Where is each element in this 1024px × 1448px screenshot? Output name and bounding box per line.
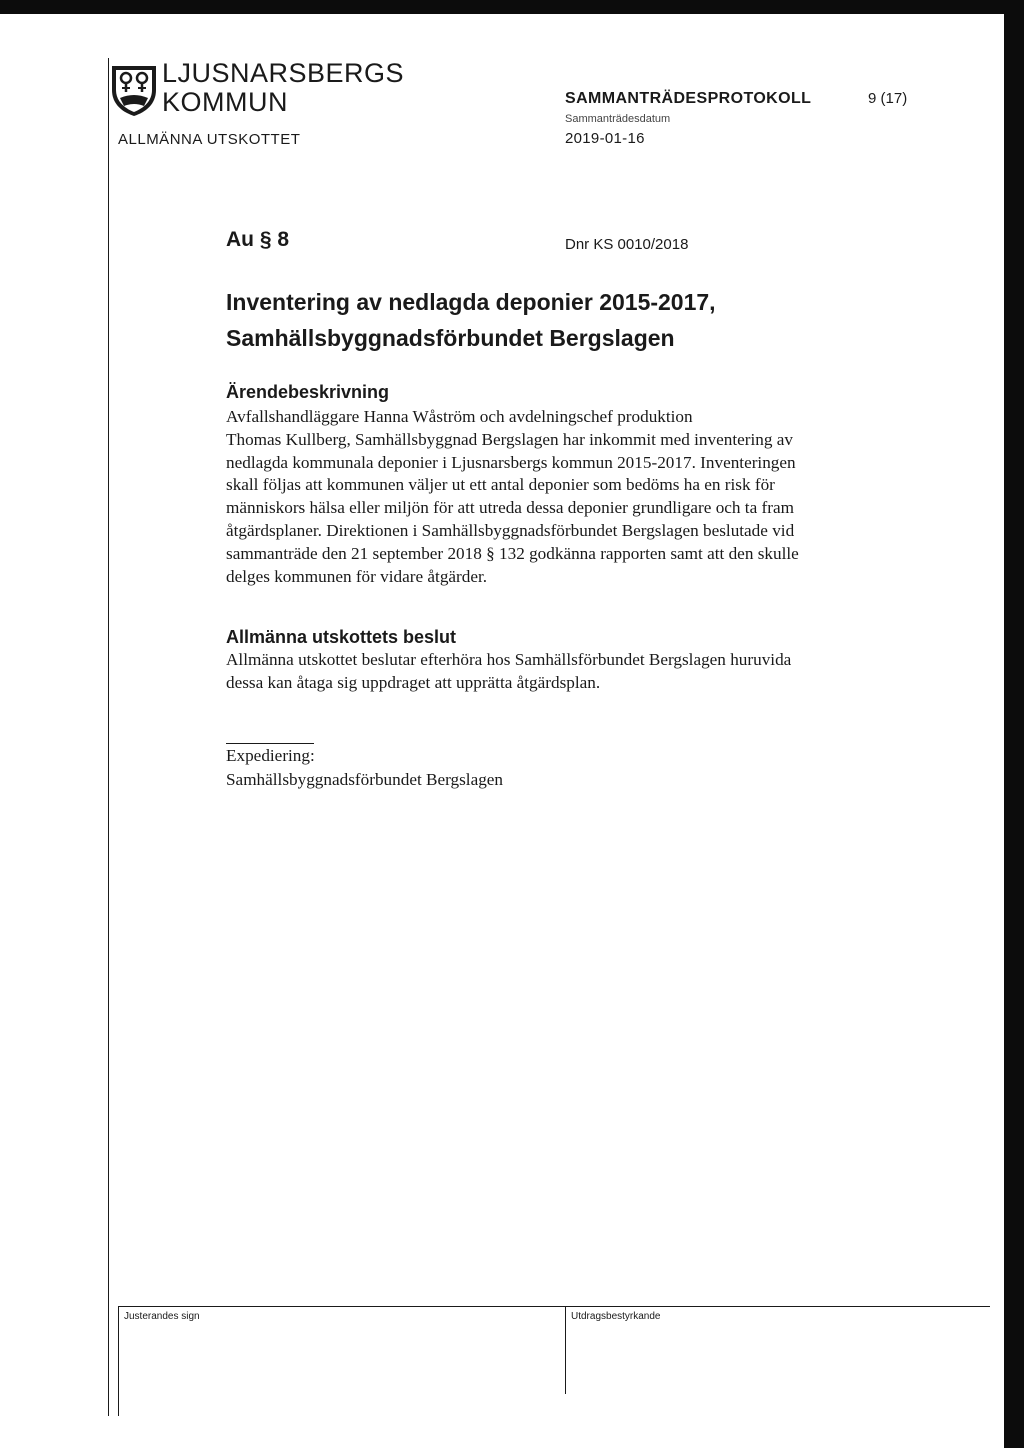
footer-rule xyxy=(118,1306,990,1307)
expediering-rule xyxy=(226,743,314,744)
text-line: Thomas Kullberg, Samhällsbyggnad Bergslagen har inkommit med inventering av xyxy=(226,429,793,449)
organization-name-line1: LJUSNARSBERGS xyxy=(162,58,405,88)
extract-certification-label: Utdragsbestyrkande xyxy=(571,1311,661,1322)
text-line: åtgärdsplaner. Direktionen i Samhällsbyggnadsförbundet Bergslagen beslutade vid xyxy=(226,520,795,540)
text-line: nedlagda kommunala deponier i Ljusnarsbergs kommun 2015-2017. Inventeringen xyxy=(226,452,796,472)
meeting-date-label: Sammanträdesdatum xyxy=(565,113,671,125)
beslut-text xyxy=(226,649,906,695)
diary-number: Dnr KS 0010/2018 xyxy=(565,236,689,253)
text-line: dessa kan åtaga sig uppdraget att upprätta åtgärdsplan. xyxy=(226,672,601,692)
expediering-label: Expediering: xyxy=(226,746,315,765)
margin-rule xyxy=(108,58,109,1416)
organization-name-line2: KOMMUN xyxy=(162,87,288,117)
text-line: Allmänna utskottet beslutar efterhöra hos Samhällsförbundet Bergslagen huruvida xyxy=(226,650,792,669)
text-line: delges kommunen för vidare åtgärder. xyxy=(226,566,488,586)
municipal-crest-icon xyxy=(106,62,162,118)
beslut-heading: Allmänna utskottets beslut xyxy=(226,627,457,647)
expediering-recipient: Samhällsbyggnadsförbundet Bergslagen xyxy=(226,770,504,789)
page-number: 9 (17) xyxy=(868,90,908,107)
footer-divider-middle xyxy=(565,1306,566,1394)
text-line: människors hälsa eller miljön för att utreda dessa deponier grundligare och ta fram xyxy=(226,498,794,518)
scan-edge-right xyxy=(1004,0,1024,1448)
text-line: Avfallshandläggare Hanna Wåström och avdelningschef produktion xyxy=(226,407,693,426)
arendebeskrivning-text xyxy=(226,406,906,588)
section-title xyxy=(226,284,926,356)
signature-label: Justerandes sign xyxy=(124,1311,200,1322)
scan-edge-top xyxy=(0,0,1024,14)
section-title-line2: Samhällsbyggnadsförbundet Bergslagen xyxy=(226,325,675,351)
text-line: skall följas att kommunen väljer ut ett antal deponier som bedöms ha en risk för xyxy=(226,475,775,495)
committee-name: ALLMÄNNA UTSKOTTET xyxy=(118,131,301,148)
arendebeskrivning-heading: Ärendebeskrivning xyxy=(226,382,390,402)
footer-divider-left xyxy=(118,1306,119,1416)
text-line: sammanträde den 21 september 2018 § 132 godkänna rapporten samt att den skulle xyxy=(226,543,799,563)
paragraph-number: Au § 8 xyxy=(226,228,290,251)
section-title-line1: Inventering av nedlagda deponier 2015-2017, xyxy=(226,289,716,315)
meeting-date: 2019-01-16 xyxy=(565,130,645,147)
document-type: SAMMANTRÄDESPROTOKOLL xyxy=(565,90,812,107)
